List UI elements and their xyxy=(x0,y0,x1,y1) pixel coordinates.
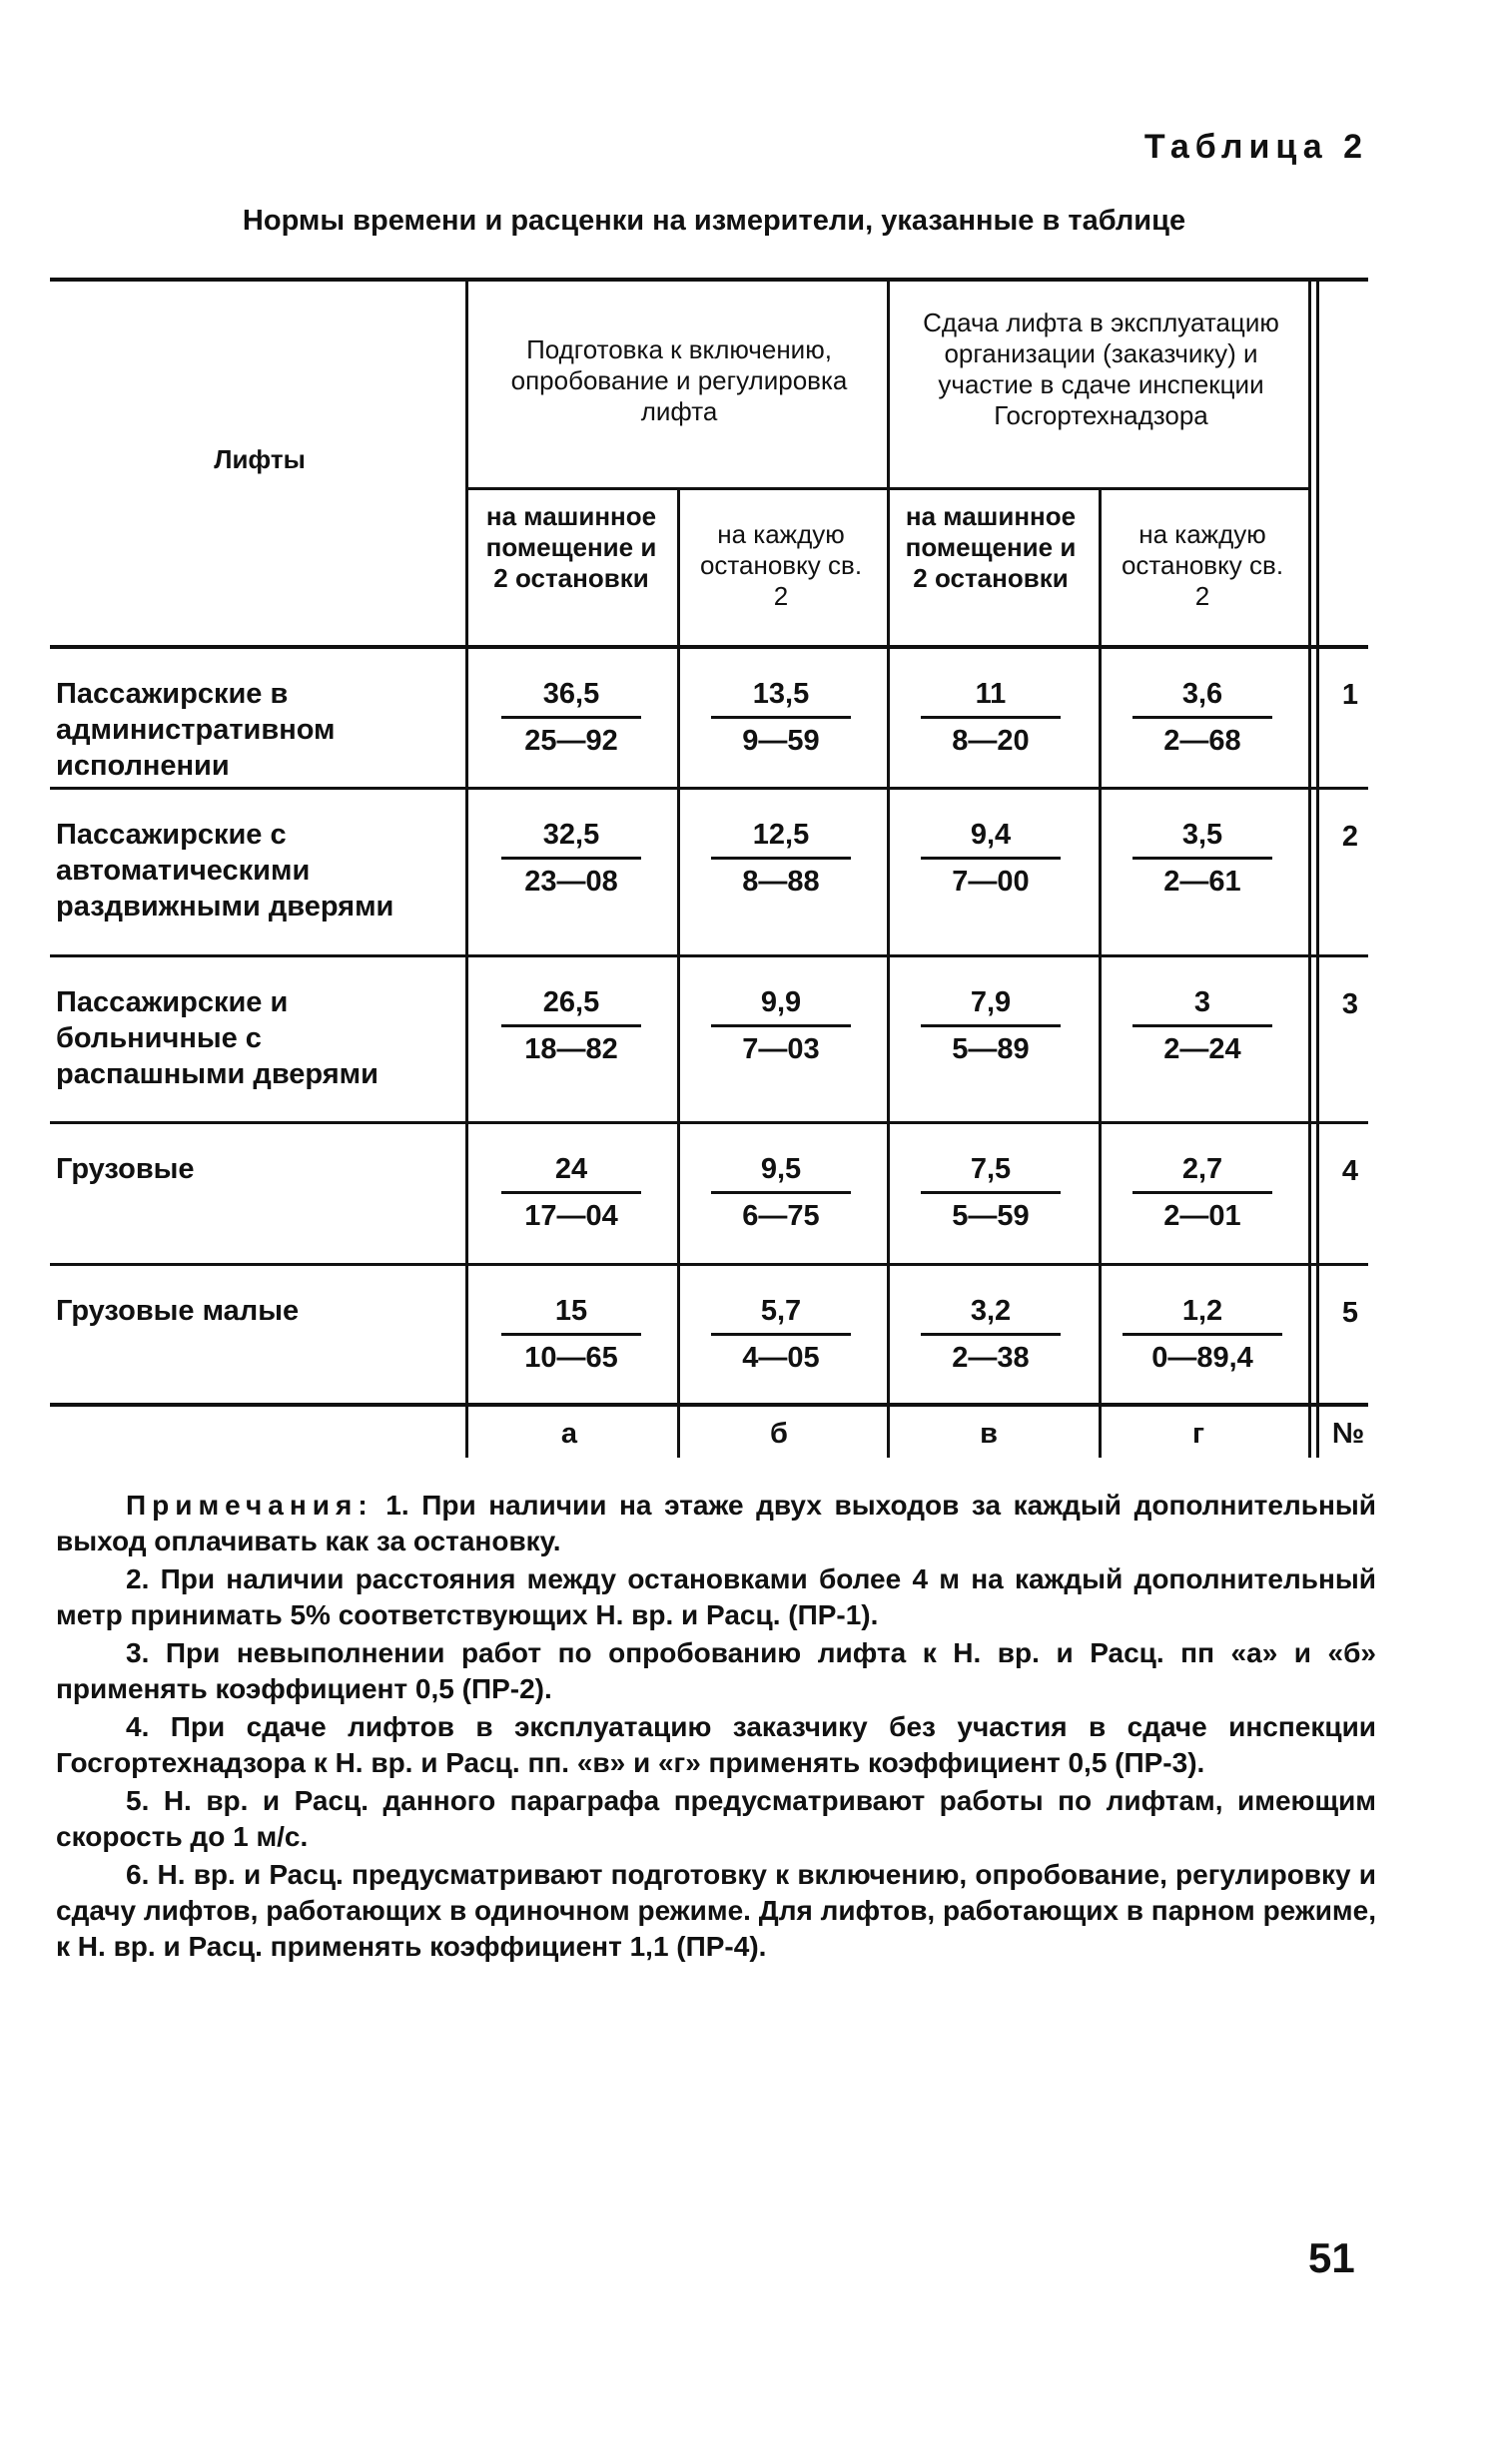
col-divider-3 xyxy=(887,280,890,1458)
norm-time: 9,5 xyxy=(711,1151,851,1194)
rate: 7—00 xyxy=(952,866,1030,898)
cell-d xyxy=(1132,1151,1272,1234)
row-number: 2 xyxy=(1341,821,1359,853)
note-text: 1. При наличии на этаже двух выходов за каждый дополнительный выход оплачивать как за остановку. xyxy=(56,1490,1376,1556)
rate: 0—89,4 xyxy=(1151,1342,1253,1374)
rate: 10—65 xyxy=(524,1342,618,1374)
norm-time: 15 xyxy=(501,1293,641,1336)
header-sub-a: на машинное помещение и 2 остановки xyxy=(485,501,657,593)
cell-d xyxy=(1132,817,1272,900)
col-divider-1 xyxy=(465,280,468,1458)
footer-col-a: а xyxy=(560,1418,578,1450)
note-4: 4. При сдаче лифтов в эксплуатацию заказчику без участия в сдаче инспекции Госгортехнадзора к Н. вр. и Расц. пп. «в» и «г» применять коэффициент 0,5 (ПР-3). xyxy=(56,1711,1376,1778)
header-sub-d: на каждую остановку св. 2 xyxy=(1121,519,1284,611)
rate: 2—01 xyxy=(1163,1200,1241,1232)
cell-b xyxy=(711,676,851,759)
row-rule-4 xyxy=(50,1263,1368,1266)
norm-time: 12,5 xyxy=(711,817,851,860)
cell-c xyxy=(921,1151,1061,1234)
rate: 4—05 xyxy=(742,1342,820,1374)
row-rule-2 xyxy=(50,954,1368,957)
norm-time: 3,2 xyxy=(921,1293,1061,1336)
col-divider-2 xyxy=(677,489,680,1458)
norm-time: 7,9 xyxy=(921,984,1061,1027)
note-6: 6. Н. вр. и Расц. предусматривают подготовку к включению, опробование, регулировку и сдачу лифтов, работающих в одиночном режиме. Для лифтов, работающих в парном режиме, к Н. вр. и Расц. применять коэффициент 1,1 (ПР-4). xyxy=(56,1859,1376,1962)
rate: 17—04 xyxy=(524,1200,618,1232)
rate: 18—82 xyxy=(524,1033,618,1065)
rate: 2—61 xyxy=(1163,866,1241,898)
cell-a xyxy=(501,1151,641,1234)
norm-time: 9,9 xyxy=(711,984,851,1027)
norm-time: 5,7 xyxy=(711,1293,851,1336)
header-lifts: Лифты xyxy=(214,444,306,474)
norm-time: 36,5 xyxy=(501,676,641,719)
col-divider-6 xyxy=(1316,280,1319,1458)
note-2: 2. При наличии расстояния между остановками более 4 м на каждый дополнительный метр принимать 5% соответствующих Н. вр. и Расц. (ПР-1). xyxy=(56,1563,1376,1630)
rate: 23—08 xyxy=(524,866,618,898)
cell-c xyxy=(921,1293,1061,1376)
rate: 6—75 xyxy=(742,1200,820,1232)
norm-time: 2,7 xyxy=(1132,1151,1272,1194)
norm-time: 24 xyxy=(501,1151,641,1194)
row-rule-3 xyxy=(50,1121,1368,1124)
rate: 7—03 xyxy=(742,1033,820,1065)
rate: 2—68 xyxy=(1163,725,1241,757)
cell-b xyxy=(711,817,851,900)
cell-d xyxy=(1132,676,1272,759)
cell-b xyxy=(711,1293,851,1376)
row-name: Грузовые xyxy=(56,1153,195,1185)
norm-time: 7,5 xyxy=(921,1151,1061,1194)
norm-time: 3,6 xyxy=(1132,676,1272,719)
notes-block xyxy=(56,1488,1376,1967)
rate: 9—59 xyxy=(742,725,820,757)
header-bottom-rule xyxy=(50,645,1368,649)
cell-c xyxy=(921,984,1061,1067)
rate: 25—92 xyxy=(524,725,618,757)
table-top-rule xyxy=(50,278,1368,282)
note-1 xyxy=(56,1488,1376,1559)
cell-d xyxy=(1123,1293,1282,1376)
norm-time: 3,5 xyxy=(1132,817,1272,860)
cell-c xyxy=(921,817,1061,900)
rate: 5—59 xyxy=(952,1200,1030,1232)
norm-time: 13,5 xyxy=(711,676,851,719)
footer-col-b: б xyxy=(770,1418,788,1450)
rate: 2—38 xyxy=(952,1342,1030,1374)
page-number: 51 xyxy=(1308,2234,1355,2281)
norm-time: 9,4 xyxy=(921,817,1061,860)
row-name: Пассажирские и больничные с распашными дверями xyxy=(56,986,378,1090)
rate: 8—20 xyxy=(952,725,1030,757)
rate: 5—89 xyxy=(952,1033,1030,1065)
note-3: 3. При невыполнении работ по опробованию лифта к Н. вр. и Расц. пп «а» и «б» применять коэффициент 0,5 (ПР-2). xyxy=(56,1637,1376,1704)
row-name: Пассажирские в административном исполнении xyxy=(56,678,336,782)
norm-time: 1,2 xyxy=(1123,1293,1282,1336)
cell-b xyxy=(711,984,851,1067)
cell-d xyxy=(1132,984,1272,1067)
header-group-handover: Сдача лифта в эксплуатацию организации (заказчику) и участие в сдаче инспекции Госгортехнадзора xyxy=(923,308,1279,430)
header-sub-c: на машинное помещение и 2 остановки xyxy=(905,501,1077,593)
row-name: Грузовые малые xyxy=(56,1295,300,1327)
note-5: 5. Н. вр. и Расц. данного параграфа предусматривают работы по лифтам, имеющим скорость до 1 м/с. xyxy=(56,1785,1376,1852)
table-caption: Нормы времени и расценки на измерители, указанные в таблице xyxy=(242,205,1186,237)
table-bottom-rule xyxy=(50,1403,1368,1407)
row-name: Пассажирские с автоматическими раздвижными дверями xyxy=(56,819,394,923)
header-sub-b: на каждую остановку св. 2 xyxy=(699,519,863,611)
norm-time: 32,5 xyxy=(501,817,641,860)
norm-time: 3 xyxy=(1132,984,1272,1027)
norm-time: 26,5 xyxy=(501,984,641,1027)
footer-col-d: г xyxy=(1191,1418,1205,1450)
notes-heading: Примечания: xyxy=(126,1490,374,1521)
row-number: 1 xyxy=(1341,679,1359,711)
row-number: 3 xyxy=(1341,988,1359,1020)
cell-b xyxy=(711,1151,851,1234)
cell-a xyxy=(501,817,641,900)
col-divider-4 xyxy=(1099,489,1102,1458)
row-number: 4 xyxy=(1341,1155,1359,1187)
rate: 2—24 xyxy=(1163,1033,1241,1065)
row-rule-1 xyxy=(50,787,1368,790)
cell-a xyxy=(501,1293,641,1376)
footer-col-c: в xyxy=(980,1418,998,1450)
cell-a xyxy=(501,676,641,759)
row-number: 5 xyxy=(1341,1297,1359,1329)
cell-c xyxy=(921,676,1061,759)
footer-col-num: № xyxy=(1331,1418,1365,1450)
rate: 8—88 xyxy=(742,866,820,898)
header-group-preparation: Подготовка к включению, опробование и регулировка лифта xyxy=(510,334,848,426)
col-divider-5 xyxy=(1308,280,1311,1458)
norm-time: 11 xyxy=(921,676,1061,719)
table-label: Таблица 2 xyxy=(1143,128,1368,166)
cell-a xyxy=(501,984,641,1067)
